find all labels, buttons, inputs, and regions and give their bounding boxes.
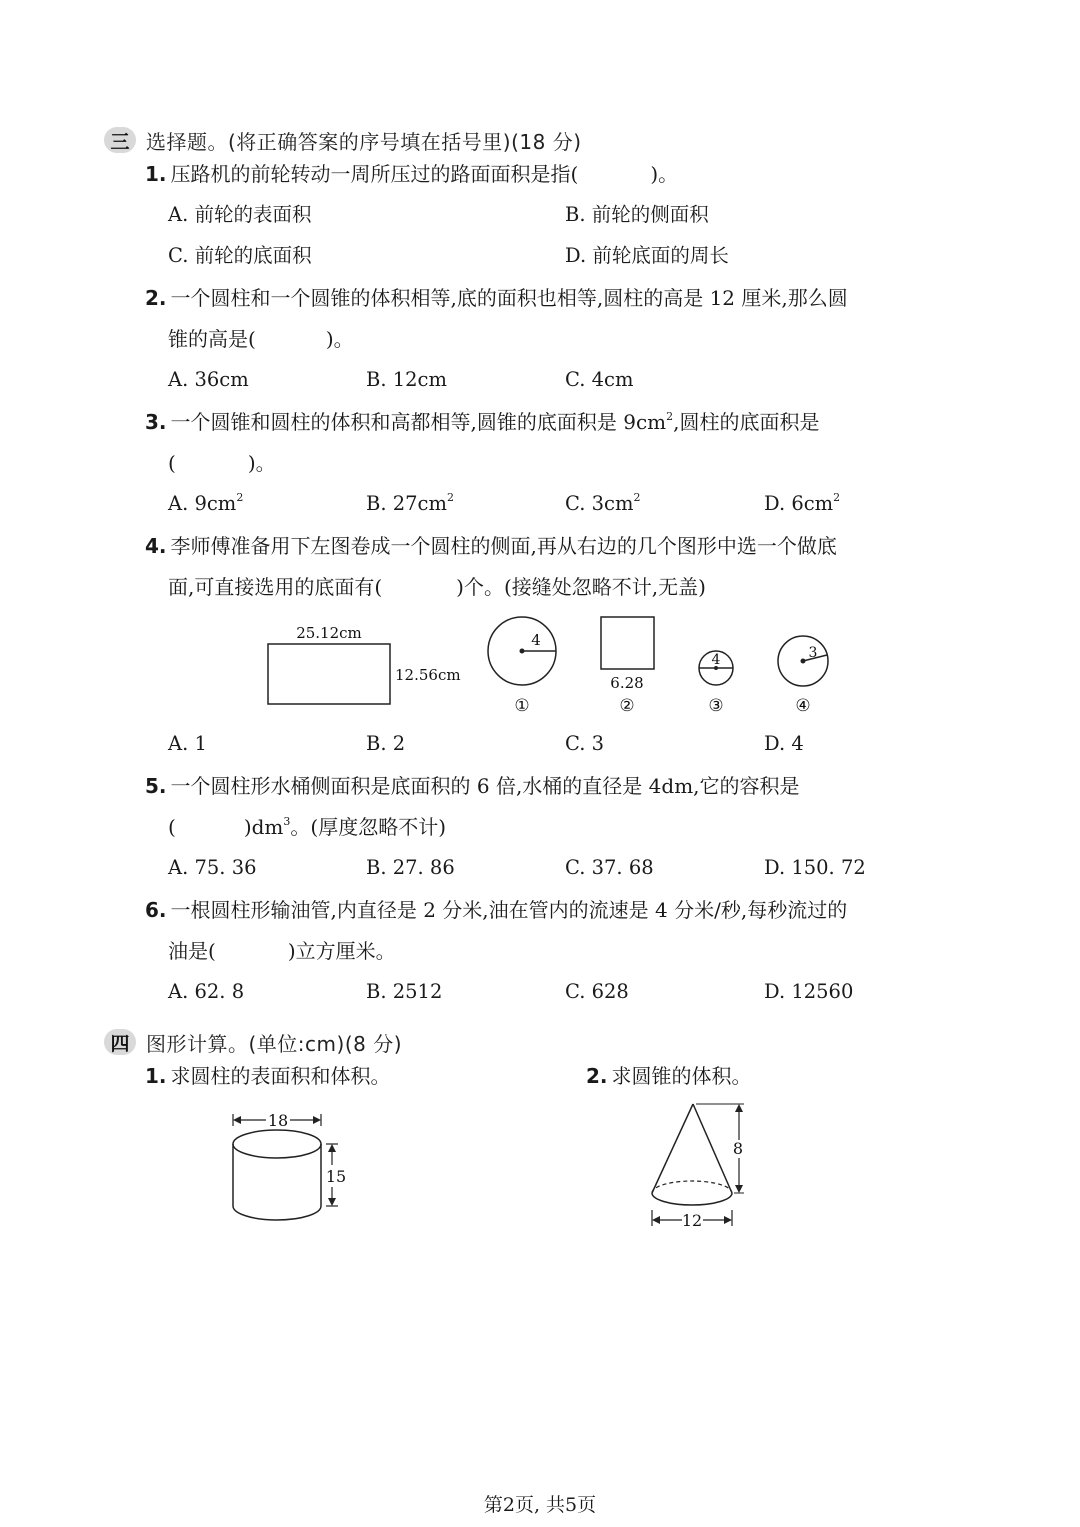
cone-height-label: 8 [732,1139,744,1158]
cylinder-height-label: 15 [325,1167,347,1186]
question-6-line1: 一根圆柱形输油管,内直径是 2 分米,油在管内的流速是 4 分米/秒,每秒流过的 [170,898,848,922]
shape-number-4: ④ [795,696,811,716]
question-1-number: 1. [145,162,167,186]
q2-option-c[interactable]: C. 4cm [565,368,634,391]
cone-diameter-label: 12 [681,1211,703,1230]
q3-option-a-text: A. 9cm [168,492,237,515]
calc-question-2-number: 2. [586,1064,608,1088]
question-2-line2-end: )。 [325,327,354,351]
q5-option-d[interactable]: D. 150. 72 [764,856,866,879]
q4-option-a[interactable]: A. 1 [168,732,207,755]
section-4-title: 图形计算。(单位:cm)(8 分) [146,1031,403,1056]
q6-option-d[interactable]: D. 12560 [764,980,854,1003]
question-1-text-end: )。 [650,162,679,186]
q1-option-a[interactable]: A. 前轮的表面积 [168,203,312,226]
page-footer: 第2页, 共5页 [483,1494,597,1516]
circle-3-label: 4 [711,652,721,668]
cone-arrow-left [652,1216,660,1224]
superscript-2: 2 [446,491,454,504]
question-2-line2-start: 锥的高是( [168,327,256,351]
question-3-number: 3. [145,410,167,434]
calc-question-1-number: 1. [145,1064,167,1088]
superscript-3: 3 [283,815,291,828]
cone-base-front [652,1193,732,1205]
question-1-text: 压路机的前轮转动一周所压过的路面面积是指( [170,162,579,186]
question-4-line2-end: )个。(接缝处忽略不计,无盖) [456,575,706,599]
q4-option-c[interactable]: C. 3 [565,732,605,755]
question-4-line1: 李师傅准备用下左图卷成一个圆柱的侧面,再从右边的几个图形中选一个做底 [170,534,837,558]
superscript-2: 2 [666,410,674,423]
square-label: 6.28 [610,674,644,692]
cylinder-figure [233,1111,346,1220]
calc-question-2-text: 求圆锥的体积。 [611,1064,752,1088]
q1-option-d[interactable]: D. 前轮底面的周长 [565,244,729,267]
section-3-badge: 三 [104,127,136,153]
q4-option-b[interactable]: B. 2 [366,732,406,755]
question-4-line2-start: 面,可直接选用的底面有( [168,575,383,599]
q3-option-b-text: B. 27cm [366,492,447,515]
cylinder-top [233,1130,321,1158]
shape-number-2: ② [619,696,635,716]
question-5-line1: 一个圆柱形水桶侧面积是底面积的 6 倍,水桶的直径是 4dm,它的容积是 [170,774,800,798]
superscript-2: 2 [833,491,841,504]
question-6-line2-end: )立方厘米。 [287,939,396,963]
cone-arrow-top [735,1104,743,1112]
q4-option-d[interactable]: D. 4 [764,732,804,755]
cylinder-arrow-bottom [328,1198,336,1206]
cone-side-right [693,1104,732,1193]
cylinder-diameter-label: 18 [267,1111,289,1130]
q1-option-c[interactable]: C. 前轮的底面积 [168,244,312,267]
question-3-line2-end: )。 [247,451,276,475]
q3-option-d-text: D. 6cm [764,492,834,515]
q5-option-c[interactable]: C. 37. 68 [565,856,654,879]
superscript-2: 2 [633,491,641,504]
circle-4-label: 3 [808,645,818,661]
circle-1-label: 4 [531,631,541,649]
question-3-line1-start: 一个圆锥和圆柱的体积和高都相等,圆锥的底面积是 9cm [170,410,667,434]
q6-option-c[interactable]: C. 628 [565,980,629,1003]
question-5-line2-start: ( [168,815,176,839]
q1-option-b[interactable]: B. 前轮的侧面积 [565,203,709,226]
cone-base-back [652,1181,732,1193]
rect-height-label: 12.56cm [395,666,461,684]
question-2-number: 2. [145,286,167,310]
q5-option-a[interactable]: A. 75. 36 [168,856,257,879]
superscript-2: 2 [236,491,244,504]
question-4-number: 4. [145,534,167,558]
q2-option-a[interactable]: A. 36cm [168,368,249,391]
question-6-line2-start: 油是( [168,939,216,963]
rect-width-label: 25.12cm [296,624,362,642]
q6-option-b[interactable]: B. 2512 [366,980,443,1003]
cone-arrow-bottom [735,1185,743,1193]
cone-side-left [652,1104,693,1193]
calc-question-1-text: 求圆柱的表面积和体积。 [170,1064,391,1088]
q3-option-c-text: C. 3cm [565,492,634,515]
question-5-number: 5. [145,774,167,798]
cylinder-arrow-right [313,1116,321,1124]
question-6-number: 6. [145,898,167,922]
question-3-line1-end: ,圆柱的底面积是 [673,410,820,434]
question-5-unit: )dm [243,815,284,839]
section-3-title: 选择题。(将正确答案的序号填在括号里)(18 分) [146,129,582,154]
cylinder-bottom [233,1206,321,1220]
q6-option-a[interactable]: A. 62. 8 [168,980,245,1003]
cone-figure [652,1104,744,1230]
q5-option-b[interactable]: B. 27. 86 [366,856,455,879]
cone-arrow-right [724,1216,732,1224]
cylinder-arrow-left [233,1116,241,1124]
q2-option-b[interactable]: B. 12cm [366,368,447,391]
question-5-line2-end: 。(厚度忽略不计) [290,815,446,839]
question-3-line2-start: ( [168,451,176,475]
shape-number-3: ③ [708,696,724,716]
question-2-line1: 一个圆柱和一个圆锥的体积相等,底的面积也相等,圆柱的高是 12 厘米,那么圆 [170,286,848,310]
cylinder-arrow-top [328,1144,336,1152]
section-4-badge: 四 [104,1029,136,1055]
shape-number-1: ① [514,696,530,716]
